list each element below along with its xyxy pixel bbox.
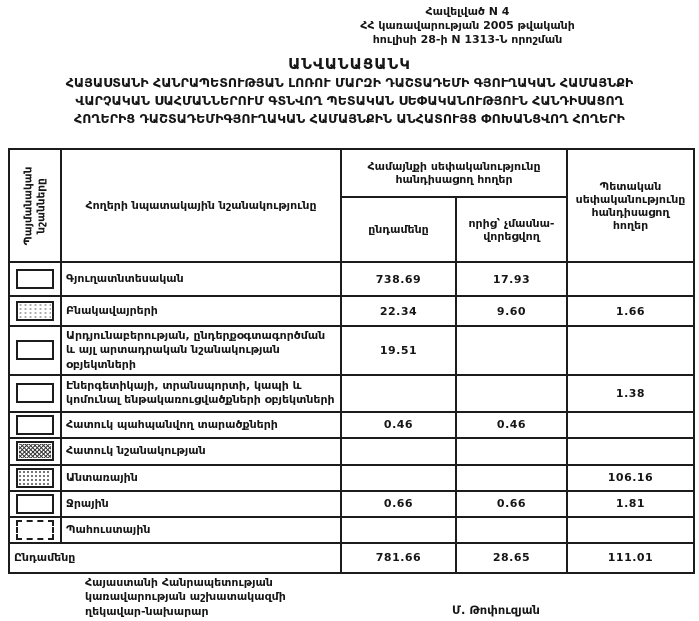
value-total: 0.66 xyxy=(341,491,456,517)
value-total: 19.51 xyxy=(341,326,456,375)
value-state xyxy=(567,517,694,543)
header-community-group-cell: Համայնքի սեփականությունը հանդիսացող հողեր xyxy=(341,149,567,197)
legend-swatch xyxy=(16,301,54,321)
table-row xyxy=(9,465,694,491)
land-category-label: Էներգետիկայի, տրանսպորտի, կապի և կոմունալ ենթակառուցվածքների օբյեկտների xyxy=(61,375,341,412)
header-total-cell: ընդամենը xyxy=(341,197,456,262)
annex-reference-line: Հավելված N 4 xyxy=(425,5,510,18)
value-non-privatized xyxy=(456,375,567,412)
land-category-label: Արդյունաբերության, ընդերքօգտագործման և այլ արտադրական նշանակության օբյեկտների xyxy=(61,326,341,375)
value-non-privatized xyxy=(456,326,567,375)
value-non-privatized: 0.46 xyxy=(456,412,567,438)
legend-swatch xyxy=(16,415,54,435)
total-value-non-privatized: 28.65 xyxy=(456,543,567,573)
land-category-label: Անտառային xyxy=(61,465,341,491)
legend-swatch xyxy=(16,520,54,540)
value-total xyxy=(341,517,456,543)
annex-reference-line: ՀՀ կառավարության 2005 թվականի xyxy=(360,19,575,33)
legend-swatch xyxy=(16,494,54,514)
value-state: 1.81 xyxy=(567,491,694,517)
signatory-title-block xyxy=(85,576,286,619)
value-total: 0.46 xyxy=(341,412,456,438)
land-allocation-table xyxy=(8,148,695,574)
header-state-cell: Պետական սեփականությունը հանդիսացող հողեր xyxy=(567,149,694,262)
symbol-cell xyxy=(9,438,61,465)
page-title: ԱՆՎԱՆԱՑԱՆԿ xyxy=(288,55,411,73)
annex-reference-line: հուլիսի 28-ի N 1313-Ն որոշման xyxy=(372,33,563,47)
value-non-privatized: 17.93 xyxy=(456,262,567,296)
value-state xyxy=(567,262,694,296)
subtitle-line: ՀԱՅԱՍՏԱՆԻ ՀԱՆՐԱՊԵՏՈՒԹՅԱՆ ԼՈՌՈՒ ՄԱՐԶԻ ԴԱՇՏԱԴԵՄԻ ԳՅՈՒՂԱԿԱՆ ՀԱՄԱՅՆՔԻ xyxy=(65,75,634,90)
legend-swatch xyxy=(16,441,54,461)
value-non-privatized xyxy=(456,438,567,465)
header-purpose-cell: Հողերի նպատակային նշանակությունը xyxy=(61,149,341,262)
value-state xyxy=(567,438,694,465)
table-row xyxy=(9,412,694,438)
symbol-cell xyxy=(9,412,61,438)
signatory-name: Մ. Թոփուզյան xyxy=(452,603,540,617)
land-category-label: Բնակավայրերի xyxy=(61,296,341,326)
value-state: 1.66 xyxy=(567,296,694,326)
table-row xyxy=(9,326,694,375)
legend-swatch xyxy=(16,383,54,403)
land-category-label: Հատուկ նշանակության xyxy=(61,438,341,465)
value-non-privatized: 9.60 xyxy=(456,296,567,326)
total-value-state: 111.01 xyxy=(567,543,694,573)
land-category-label: Գյուղատնտեսական xyxy=(61,262,341,296)
total-value-total: 781.66 xyxy=(341,543,456,573)
value-total xyxy=(341,465,456,491)
symbol-cell xyxy=(9,375,61,412)
value-total: 738.69 xyxy=(341,262,456,296)
table-row xyxy=(9,296,694,326)
legend-swatch xyxy=(16,340,54,360)
signatory-title-line: Հայաստանի Հանրապետության xyxy=(85,576,273,589)
table-total-row xyxy=(9,543,694,573)
header-symbols-cell xyxy=(9,149,61,262)
annex-reference xyxy=(240,5,695,47)
signatory-title-line: ղեկավար-նախարար xyxy=(85,604,209,618)
land-category-label: Ջրային xyxy=(61,491,341,517)
land-category-label: Պահուստային xyxy=(61,517,341,543)
signatory-title-line: կառավարության աշխատակազմի xyxy=(85,590,286,604)
land-category-label: Հատուկ պահպանվող տարածքների xyxy=(61,412,341,438)
table-row xyxy=(9,517,694,543)
legend-swatch xyxy=(16,468,54,488)
value-non-privatized: 0.66 xyxy=(456,491,567,517)
symbol-cell xyxy=(9,517,61,543)
table-row xyxy=(9,375,694,412)
table-row xyxy=(9,262,694,296)
symbol-cell xyxy=(9,296,61,326)
legend-swatch xyxy=(16,269,54,289)
total-row-label: Ընդամենը xyxy=(9,543,341,573)
subtitle-line: ՀՈՂԵՐԻՑ ԴԱՇՏԱԴԵՄԻԳՅՈՒՂԱԿԱՆ ՀԱՄԱՅՆՔԻՆ ԱՆՀԱՏՈՒՅՑ ՓՈԽԱՆՑՎՈՂ ՀՈՂԵՐԻ xyxy=(74,110,625,126)
table-row xyxy=(9,438,694,465)
value-state: 106.16 xyxy=(567,465,694,491)
header-symbols-label: Պայմանական նշանները xyxy=(22,166,47,245)
table-row xyxy=(9,491,694,517)
value-state xyxy=(567,412,694,438)
symbol-cell xyxy=(9,326,61,375)
header-non-privatized-cell: որից՝ չմասնա-վորեցվող xyxy=(456,197,567,262)
value-non-privatized xyxy=(456,517,567,543)
value-state xyxy=(567,326,694,375)
value-total: 22.34 xyxy=(341,296,456,326)
symbol-cell xyxy=(9,491,61,517)
value-total xyxy=(341,375,456,412)
value-state: 1.38 xyxy=(567,375,694,412)
symbol-cell xyxy=(9,262,61,296)
symbol-cell xyxy=(9,465,61,491)
value-non-privatized xyxy=(456,465,567,491)
value-total xyxy=(341,438,456,465)
subtitle-line: ՎԱՐՉԱԿԱՆ ՍԱՀՄԱՆՆԵՐՈՒՄ ԳՏՆՎՈՂ ՊԵՏԱԿԱՆ ՍԵՓԱԿԱՆՈՒԹՅՈՒՆ ՀԱՆԴԻՍԱՑՈՂ xyxy=(75,92,624,108)
document-subtitle xyxy=(4,74,695,128)
table-header-row-1 xyxy=(9,149,694,197)
